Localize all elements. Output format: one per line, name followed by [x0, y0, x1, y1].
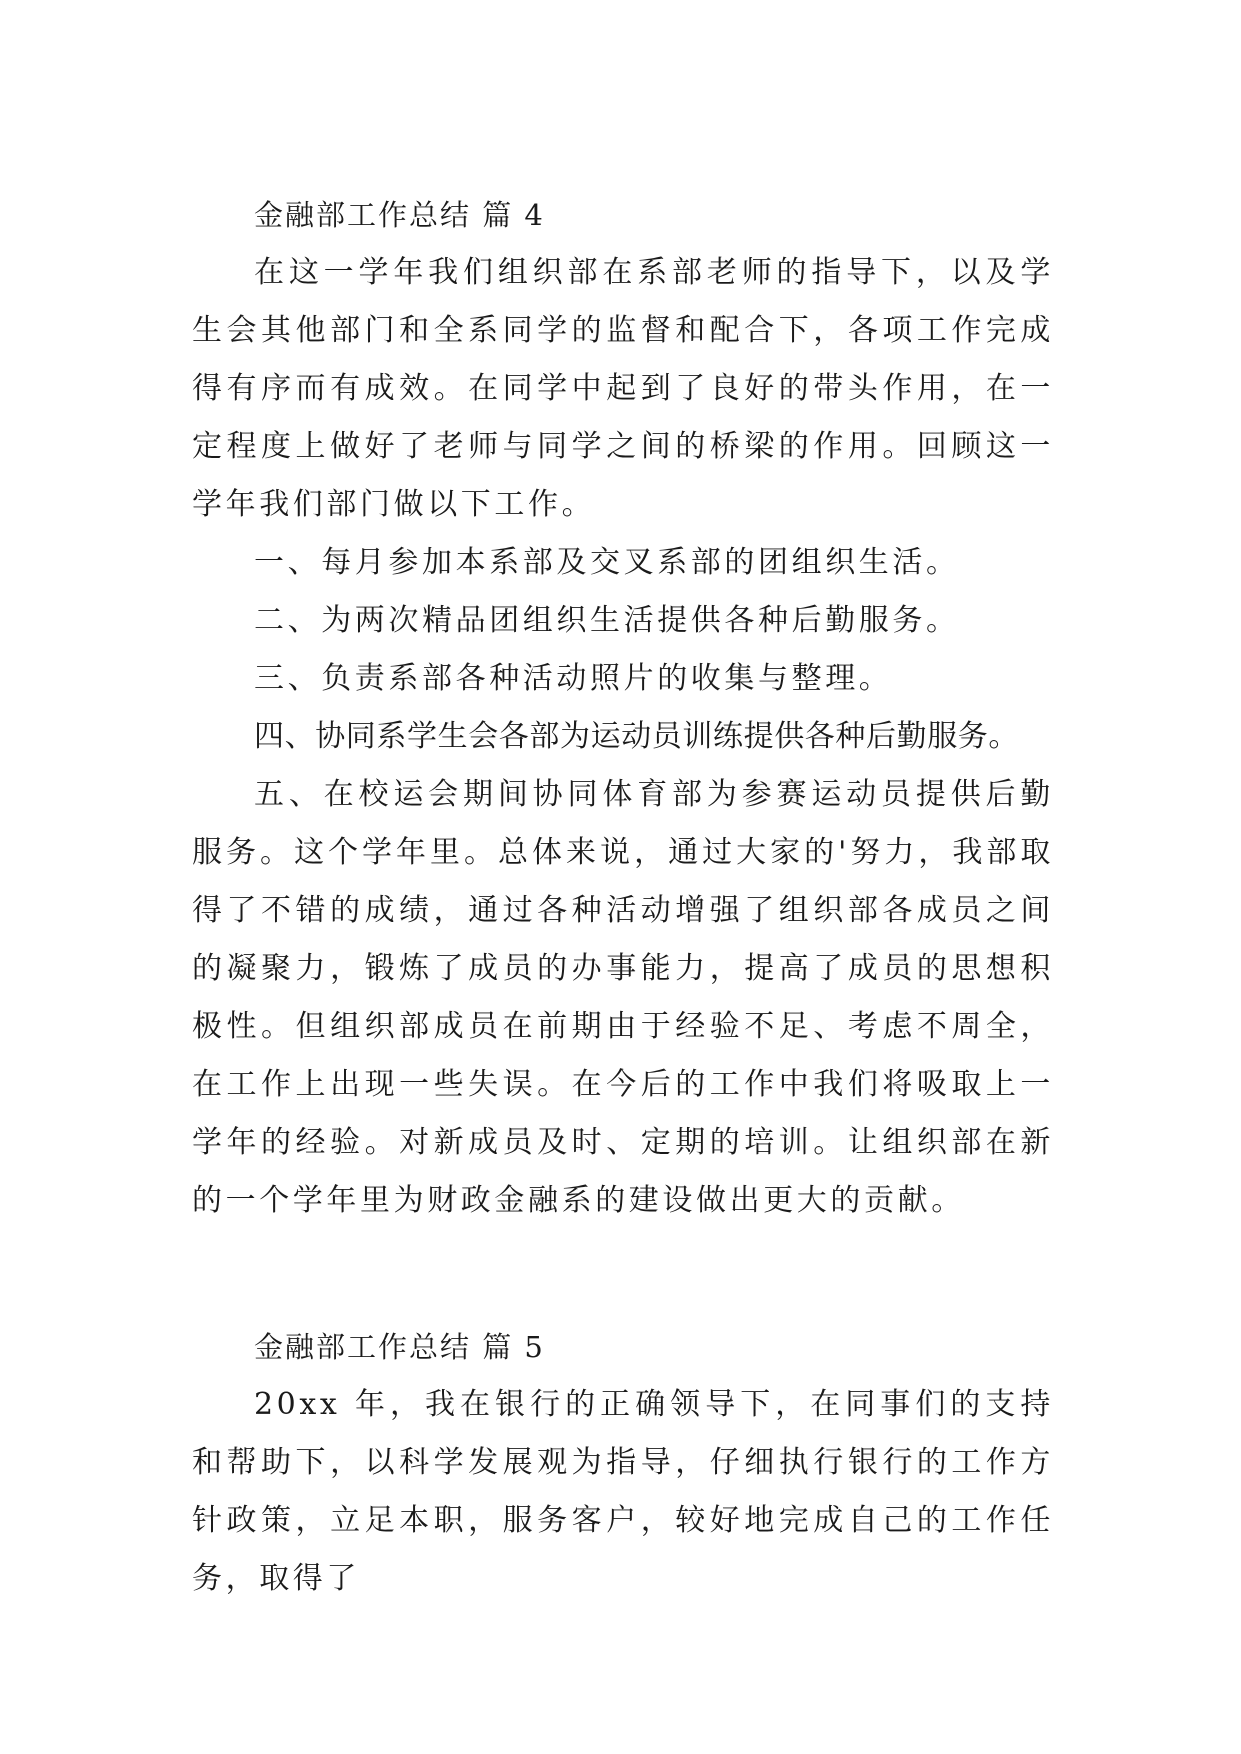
list-item-4: 四、协同系学生会各部为运动员训练提供各种后勤服务。: [254, 719, 1019, 754]
section-summary-5: [192, 1318, 1054, 1608]
paragraph-intro: 在这一学年我们组织部在系部老师的指导下，以及学生会其他部门和全系同学的监督和配合下，各项工作完成得有序而有成效。在同学中起到了良好的带头作用，在一定程度上做好了老师与同学之间的桥梁的作用。回顾这一学年我们部门做以下工作。: [192, 255, 1054, 522]
list-item-2: 二、为两次精品团组织生活提供各种后勤服务。: [254, 603, 960, 638]
list-item-5: 五、在校运会期间协同体育部为参赛运动员提供后勤服务。这个学年里。总体来说，通过大家的'努力，我部取得了不错的成绩，通过各种活动增强了组织部各成员之间的凝聚力，锻炼了成员的办事能力，提高了成员的思想积极性。但组织部成员在前期由于经验不足、考虑不周全，在工作上出现一些失误。在今后的工作中我们将吸取上一学年的经验。对新成员及时、定期的培训。让组织部在新的一个学年里为财政金融系的建设做出更大的贡献。: [192, 777, 1054, 1218]
list-item-3: 三、负责系部各种活动照片的收集与整理。: [254, 661, 893, 696]
section-heading: 金融部工作总结 篇 4: [254, 198, 545, 232]
section-heading: 金融部工作总结 篇 5: [254, 1330, 545, 1364]
section-summary-4: [192, 186, 1054, 1230]
paragraph-intro: 20xx 年，我在银行的正确领导下，在同事们的支持和帮助下，以科学发展观为指导，仔细执行银行的工作方针政策，立足本职，服务客户，较好地完成自己的工作任务，取得了: [192, 1387, 1054, 1596]
list-item-1: 一、每月参加本系部及交叉系部的团组织生活。: [254, 545, 960, 580]
